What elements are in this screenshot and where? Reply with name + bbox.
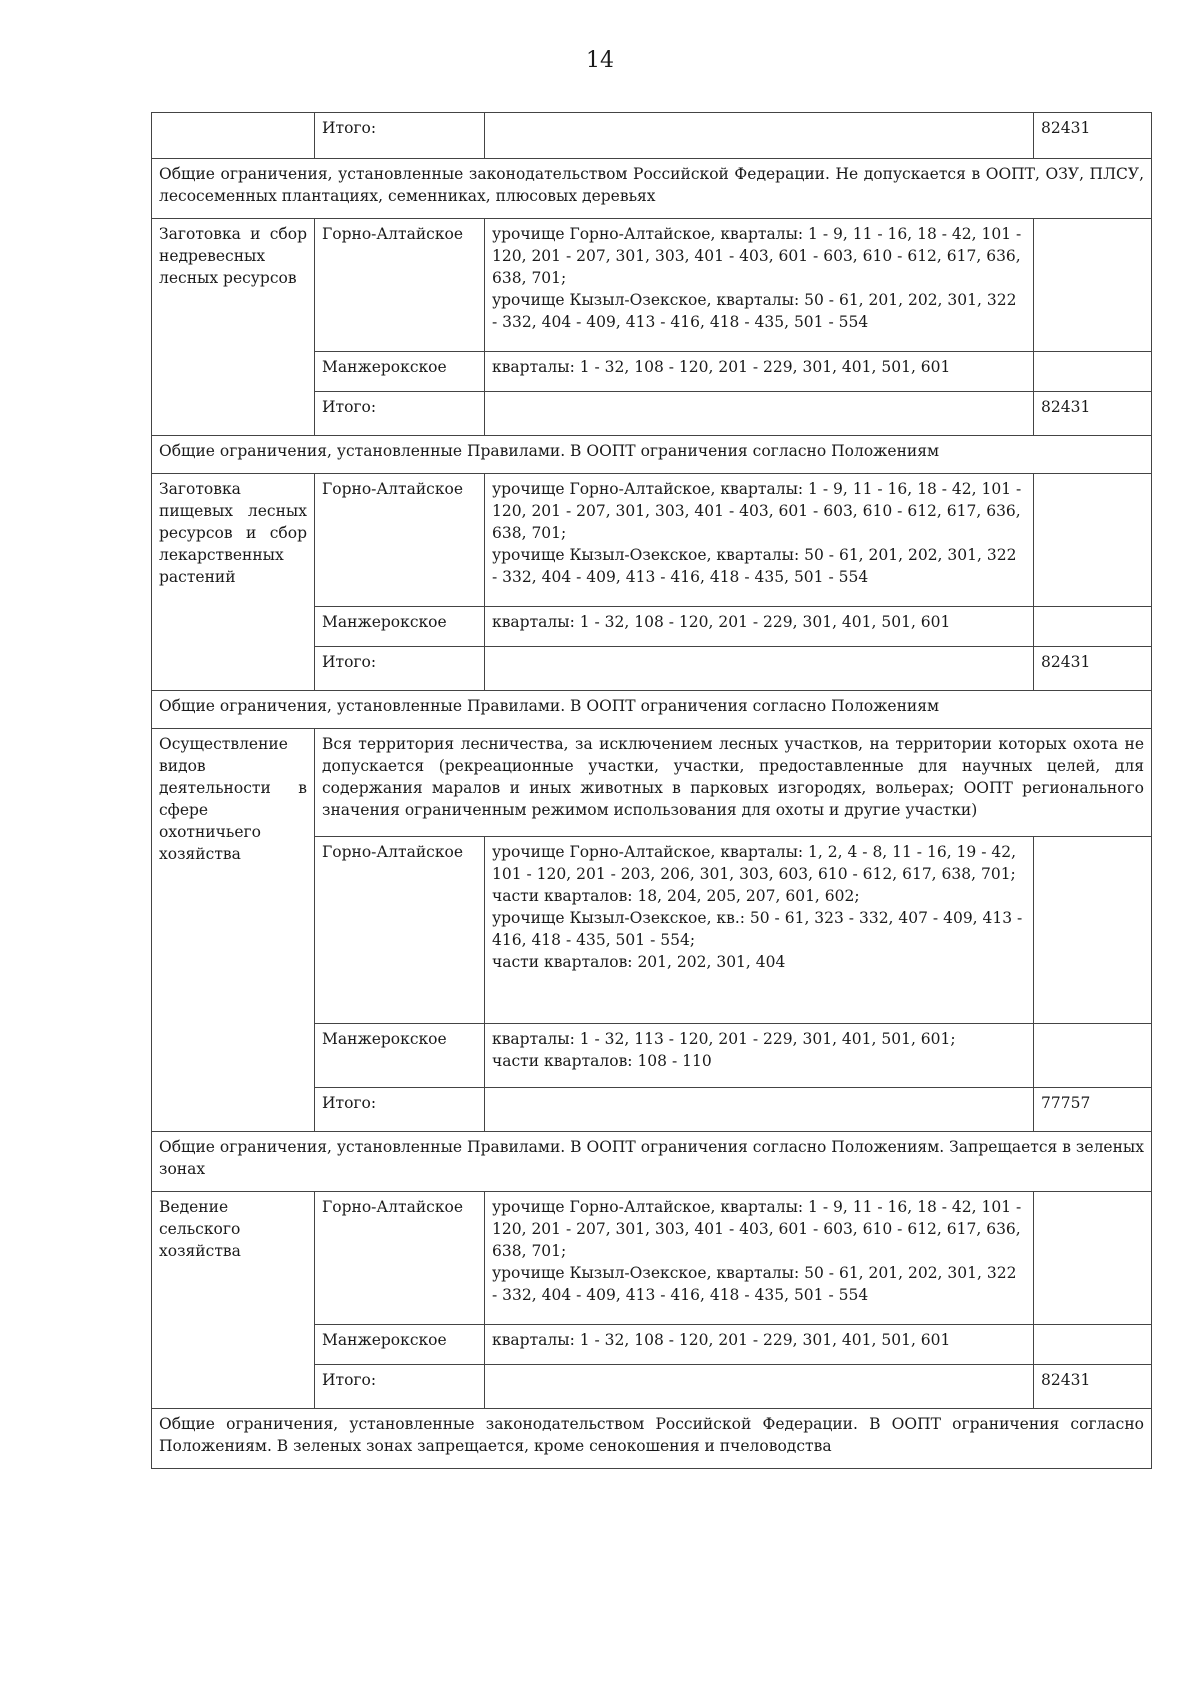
area-cell xyxy=(1034,219,1152,352)
quarters-cell xyxy=(485,1192,1034,1325)
forest-use-table xyxy=(151,112,1152,1469)
activity-cell: Заготовка и сбор недревесных лесных ресурсов xyxy=(152,219,315,436)
table-row xyxy=(152,1132,1152,1192)
area-cell xyxy=(1034,1024,1152,1088)
activity-cell xyxy=(152,113,315,159)
activity-cell: Заготовка пищевых лесных ресурсов и сбор лекарственных растений xyxy=(152,474,315,691)
quarters-cell xyxy=(485,474,1034,607)
total-value: 82431 xyxy=(1034,1365,1152,1409)
forestry-name: Горно-Алтайское xyxy=(315,219,485,352)
table-row xyxy=(152,219,1152,352)
quarters-text: части кварталов: 108 - 110 xyxy=(492,1052,712,1070)
table-row xyxy=(152,729,1152,837)
area-cell xyxy=(1034,474,1152,607)
area-cell xyxy=(1034,1325,1152,1365)
quarters-text: кварталы: 1 - 32, 108 - 120, 201 - 229, 301, 401, 501, 601 xyxy=(485,352,1034,392)
quarters-text: урочище Горно-Алтайское, кварталы: 1 - 9, 11 - 16, 18 - 42, 101 - 120, 201 - 207, 301, 303, 401 - 403, 601 - 603, 610 - 612, 617, 636, 638, 701; xyxy=(492,1198,1022,1260)
forestry-name: Манжерокское xyxy=(315,607,485,647)
quarters-cell xyxy=(485,392,1034,436)
quarters-text: части кварталов: 18, 204, 205, 207, 601, 602; xyxy=(492,887,860,905)
total-value: 82431 xyxy=(1034,392,1152,436)
total-label: Итого: xyxy=(315,1088,485,1132)
quarters-text: кварталы: 1 - 32, 108 - 120, 201 - 229, 301, 401, 501, 601 xyxy=(485,607,1034,647)
forestry-name: Горно-Алтайское xyxy=(315,474,485,607)
territory-text: Вся территория лесничества, за исключением лесных участков, на территории которых охота не допускается (рекреационные участки, участки, предоставленные для научных целей, для содержания маралов и иных животных в парковых изгородях, вольерах; ООПТ регионального значения ограниченным режимом использования для охоты и другие участки) xyxy=(315,729,1152,837)
quarters-cell xyxy=(485,113,1034,159)
total-value: 77757 xyxy=(1034,1088,1152,1132)
forestry-name: Манжерокское xyxy=(315,1325,485,1365)
quarters-text: кварталы: 1 - 32, 113 - 120, 201 - 229, 301, 401, 501, 601; xyxy=(492,1030,956,1048)
area-cell xyxy=(1034,352,1152,392)
total-label: Итого: xyxy=(315,647,485,691)
quarters-cell xyxy=(485,837,1034,1024)
restriction-note: Общие ограничения, установленные Правилами. В ООПТ ограничения согласно Положениям. Запрещается в зеленых зонах xyxy=(152,1132,1152,1192)
table-row xyxy=(152,436,1152,474)
quarters-text: урочище Кызыл-Озекское, кварталы: 50 - 61, 201, 202, 301, 322 - 332, 404 - 409, 413 - 416, 418 - 435, 501 - 554 xyxy=(492,1264,1017,1304)
quarters-text: урочище Горно-Алтайское, кварталы: 1, 2, 4 - 8, 11 - 16, 19 - 42, 101 - 120, 201 - 203, 206, 301, 303, 603, 610 - 612, 617, 638, 701; xyxy=(492,843,1017,883)
quarters-cell xyxy=(485,1365,1034,1409)
total-value: 82431 xyxy=(1034,647,1152,691)
restriction-note: Общие ограничения, установленные Правилами. В ООПТ ограничения согласно Положениям xyxy=(152,436,1152,474)
table-row xyxy=(152,1192,1152,1325)
forestry-name: Манжерокское xyxy=(315,352,485,392)
table-row xyxy=(152,113,1152,159)
table-row xyxy=(152,159,1152,219)
area-cell xyxy=(1034,837,1152,1024)
quarters-text: кварталы: 1 - 32, 108 - 120, 201 - 229, 301, 401, 501, 601 xyxy=(485,1325,1034,1365)
total-label: Итого: xyxy=(315,1365,485,1409)
table-row xyxy=(152,1409,1152,1469)
quarters-text: части кварталов: 201, 202, 301, 404 xyxy=(492,953,786,971)
quarters-cell xyxy=(485,1088,1034,1132)
quarters-text: урочище Кызыл-Озекское, кв.: 50 - 61, 323 - 332, 407 - 409, 413 - 416, 418 - 435, 501 - 554; xyxy=(492,909,1023,949)
area-cell xyxy=(1034,1192,1152,1325)
forestry-name: Горно-Алтайское xyxy=(315,837,485,1024)
restriction-note: Общие ограничения, установленные законодательством Российской Федерации. Не допускается в ООПТ, ОЗУ, ПЛСУ, лесосеменных плантациях, семенниках, плюсовых деревьях xyxy=(152,159,1152,219)
quarters-text: урочище Горно-Алтайское, кварталы: 1 - 9, 11 - 16, 18 - 42, 101 - 120, 201 - 207, 301, 303, 401 - 403, 601 - 603, 610 - 612, 617, 636, 638, 701; xyxy=(492,225,1022,287)
quarters-text: урочище Кызыл-Озекское, кварталы: 50 - 61, 201, 202, 301, 322 - 332, 404 - 409, 413 - 416, 418 - 435, 501 - 554 xyxy=(492,291,1017,331)
quarters-text: урочище Кызыл-Озекское, кварталы: 50 - 61, 201, 202, 301, 322 - 332, 404 - 409, 413 - 416, 418 - 435, 501 - 554 xyxy=(492,546,1017,586)
total-label: Итого: xyxy=(315,113,485,159)
activity-cell: Осуществление видов деятельности в сфере охотничьего хозяйства xyxy=(152,729,315,1132)
activity-cell: Ведение сельского хозяйства xyxy=(152,1192,315,1409)
quarters-cell xyxy=(485,219,1034,352)
total-label: Итого: xyxy=(315,392,485,436)
total-value: 82431 xyxy=(1034,113,1152,159)
area-cell xyxy=(1034,607,1152,647)
page-number: 14 xyxy=(586,48,614,73)
forestry-name: Манжерокское xyxy=(315,1024,485,1088)
table-row xyxy=(152,474,1152,607)
table-row xyxy=(152,691,1152,729)
quarters-text: урочище Горно-Алтайское, кварталы: 1 - 9, 11 - 16, 18 - 42, 101 - 120, 201 - 207, 301, 303, 401 - 403, 601 - 603, 610 - 612, 617, 636, 638, 701; xyxy=(492,480,1022,542)
forestry-name: Горно-Алтайское xyxy=(315,1192,485,1325)
quarters-cell xyxy=(485,1024,1034,1088)
restriction-note: Общие ограничения, установленные Правилами. В ООПТ ограничения согласно Положениям xyxy=(152,691,1152,729)
quarters-cell xyxy=(485,647,1034,691)
restriction-note: Общие ограничения, установленные законодательством Российской Федерации. В ООПТ ограничения согласно Положениям. В зеленых зонах запрещается, кроме сенокошения и пчеловодства xyxy=(152,1409,1152,1469)
